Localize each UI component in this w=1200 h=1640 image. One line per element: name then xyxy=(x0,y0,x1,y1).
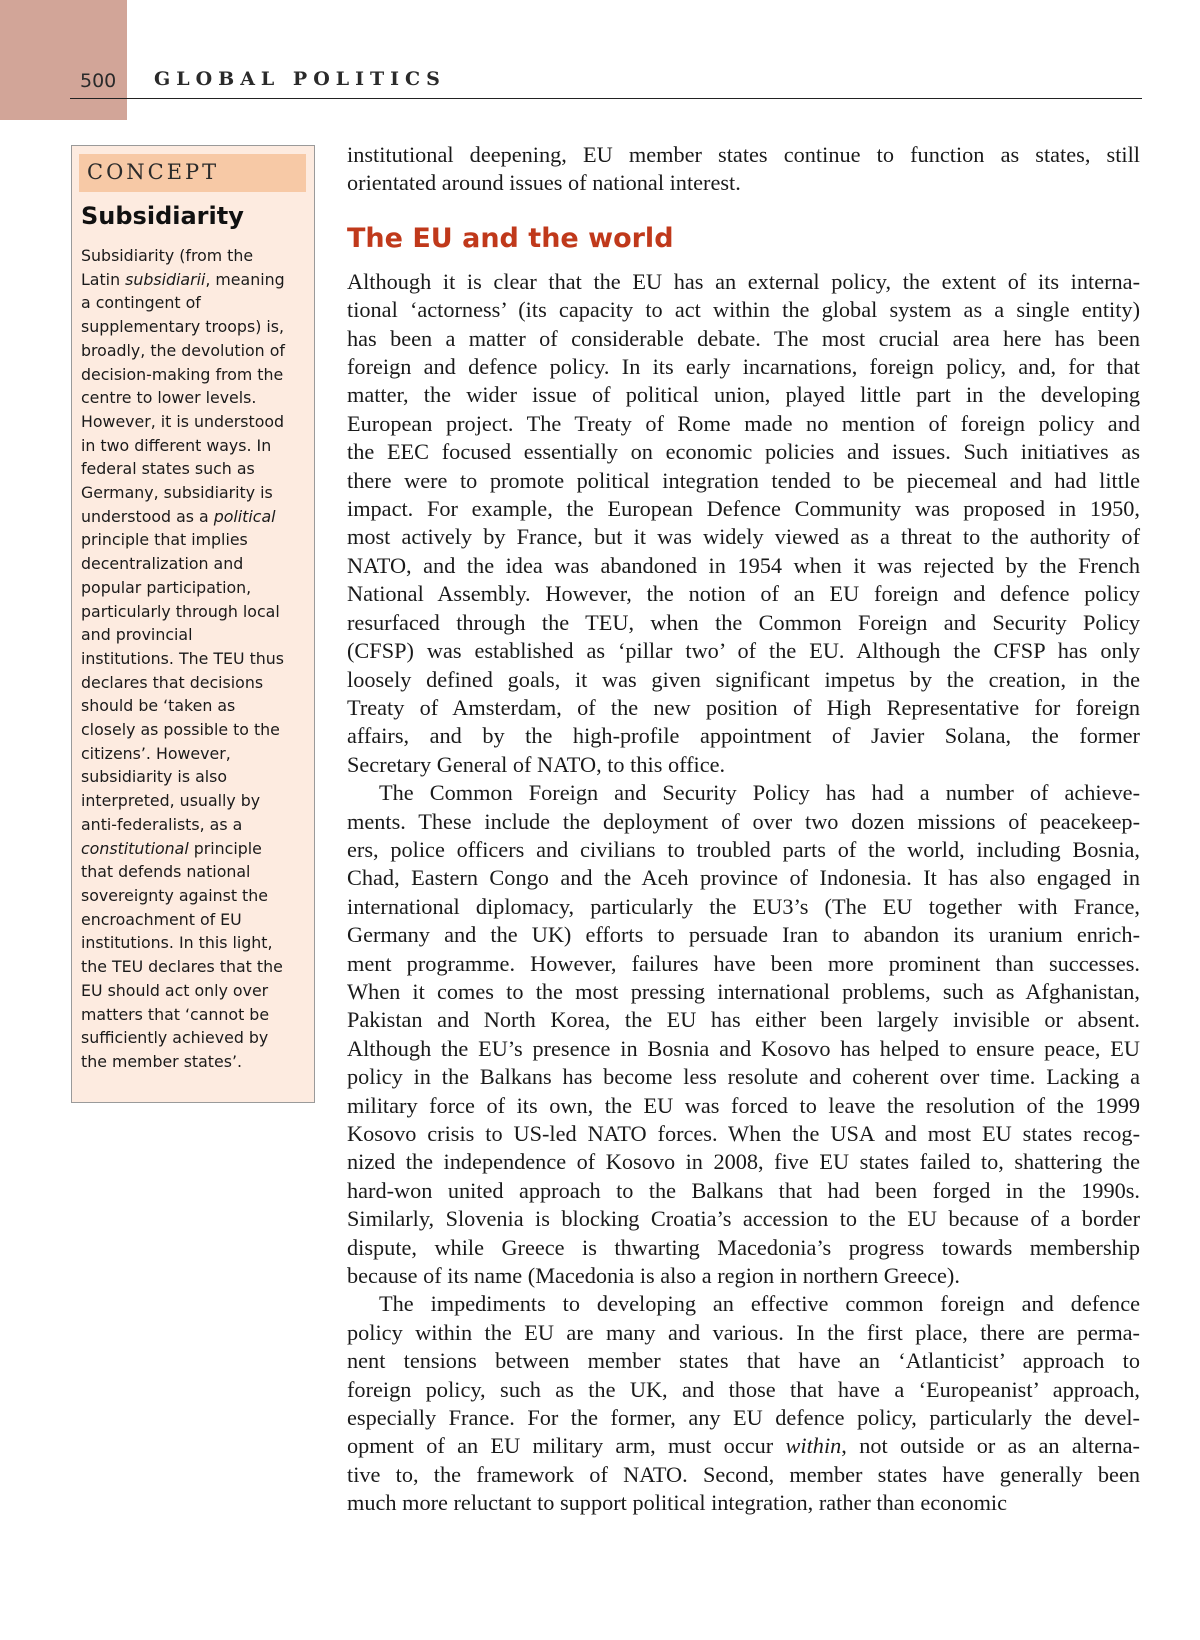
body-text-line: especially France. For the former, any EU defence policy, particularly the devel- xyxy=(347,1405,1140,1431)
concept-body-line: Germany, subsidiarity is xyxy=(81,483,273,503)
page-header xyxy=(70,62,1142,99)
body-text-line: there were to promote political integration tended to be piecemeal and had little xyxy=(347,467,1140,493)
concept-body-line: federal states such as xyxy=(81,459,255,479)
body-text-line: foreign policy, such as the UK, and those that have a ‘Europeanist’ approach, xyxy=(347,1376,1140,1402)
concept-body-line: anti-federalists, as a xyxy=(81,814,243,834)
paragraph xyxy=(347,268,1140,779)
body-text-line: affairs, and by the high-profile appointment of Javier Solana, the former xyxy=(347,723,1140,749)
concept-body-line: interpreted, usually by xyxy=(81,791,261,811)
body-text-line: European project. The Treaty of Rome made no mention of foreign policy and xyxy=(347,410,1140,436)
running-head: GLOBAL POLITICS xyxy=(154,68,446,90)
concept-body-line: However, it is understood xyxy=(81,411,285,431)
body-text-line: institutional deepening, EU member states continue to function as states, still xyxy=(347,142,1140,167)
body-text-line: the EEC focused essentially on economic policies and issues. Such initiatives as xyxy=(347,439,1140,465)
concept-body-line: and provincial xyxy=(81,625,193,645)
body-text-line: has been a matter of considerable debate. The most crucial area here has been xyxy=(347,325,1140,351)
concept-body-line: in two different ways. In xyxy=(81,435,272,455)
body-text-line: nized the independence of Kosovo in 2008, five EU states failed to, shattering the xyxy=(347,1149,1140,1175)
body-text-line: orientated around issues of national interest. xyxy=(347,170,741,196)
concept-body-line: understood as a political xyxy=(81,506,276,526)
concept-tag xyxy=(79,154,306,192)
body-text-line: When it comes to the most pressing international problems, such as Afghanistan, xyxy=(347,978,1140,1004)
concept-body-line: declares that decisions xyxy=(81,672,264,692)
body-paragraphs xyxy=(347,268,1140,1518)
body-text-line: much more reluctant to support political integration, rather than economic xyxy=(347,1490,1008,1516)
intro-paragraph xyxy=(347,141,1140,198)
concept-body-line: should be ‘taken as xyxy=(81,696,236,716)
concept-body-line: principle that implies xyxy=(81,530,248,550)
body-text-line: The impediments to developing an effective common foreign and defence xyxy=(379,1291,1140,1317)
body-text-line: Although the EU’s presence in Bosnia and Kosovo has helped to ensure peace, EU xyxy=(347,1035,1140,1061)
concept-body-line: sufficiently achieved by xyxy=(81,1028,269,1048)
body-text-line: opment of an EU military arm, must occur within, not outside or as an alterna- xyxy=(347,1433,1140,1459)
body-text-line: matter, the wider issue of political union, played little part in the developing xyxy=(347,382,1140,408)
body-text-line: nent tensions between member states that have an ‘Atlanticist’ approach to xyxy=(347,1348,1140,1374)
page-corner-tab xyxy=(0,0,127,120)
body-text-line: loosely defined goals, it was given significant impetus by the creation, in the xyxy=(347,666,1140,692)
concept-body-line: institutions. In this light, xyxy=(81,933,273,953)
body-text-line: impact. For example, the European Defence Community was proposed in 1950, xyxy=(347,496,1140,522)
concept-body-line: constitutional principle xyxy=(81,838,262,858)
concept-body-line: decision-making from the xyxy=(81,364,284,384)
concept-body-line: the member states’. xyxy=(81,1051,242,1071)
body-text-line: Secretary General of NATO, to this office. xyxy=(347,751,726,777)
body-text-line: tional ‘actorness’ (its capacity to act within the global system as a single entity) xyxy=(347,297,1140,323)
body-text-line: resurfaced through the TEU, when the Common Foreign and Security Policy xyxy=(347,609,1140,635)
italic-term: subsidiarii xyxy=(125,269,206,289)
concept-body-line: a contingent of xyxy=(81,293,201,313)
body-text-line: hard-won united approach to the Balkans that had been forged in the 1990s. xyxy=(347,1177,1140,1203)
concept-tag-label: CONCEPT xyxy=(87,160,220,184)
body-text-line: dispute, while Greece is thwarting Macedonia’s progress towards membership xyxy=(347,1234,1140,1260)
concept-body-line: Subsidiarity (from the xyxy=(81,246,254,265)
concept-body-line: subsidiarity is also xyxy=(81,767,228,787)
concept-body-line: closely as possible to the xyxy=(81,720,280,740)
italic-term: constitutional xyxy=(81,838,189,858)
italic-term: political xyxy=(213,506,276,526)
body-text-line: military force of its own, the EU was forced to leave the resolution of the 1999 xyxy=(347,1092,1140,1118)
body-text-line: Pakistan and North Korea, the EU has either been largely invisible or absent. xyxy=(347,1007,1140,1033)
body-text-line: Treaty of Amsterdam, of the new position of High Representative for foreign xyxy=(347,694,1140,720)
concept-body xyxy=(81,244,307,1074)
section-heading: The EU and the world xyxy=(347,222,674,254)
italic-term: within xyxy=(785,1433,842,1459)
concept-body-line: institutions. The TEU thus xyxy=(81,648,285,668)
body-text-line: policy within the EU are many and various. In the first place, there are perma- xyxy=(347,1319,1140,1345)
concept-body-line: citizens’. However, xyxy=(81,743,231,763)
body-text-line: foreign and defence policy. In its early incarnations, foreign policy, and, for that xyxy=(347,354,1140,380)
body-text-line: National Assembly. However, the notion of an EU foreign and defence policy xyxy=(347,581,1140,607)
body-text-line: The Common Foreign and Security Policy has had a number of achieve- xyxy=(379,780,1140,806)
concept-body-line: the TEU declares that the xyxy=(81,957,283,977)
body-text-line: Kosovo crisis to US-led NATO forces. When the USA and most EU states recog- xyxy=(347,1121,1140,1146)
body-text-line: ments. These include the deployment of over two dozen missions of peacekeep- xyxy=(347,808,1140,834)
concept-body-line: sovereignty against the xyxy=(81,885,268,905)
body-text-line: Although it is clear that the EU has an external policy, the extent of its interna- xyxy=(347,268,1140,294)
paragraph xyxy=(347,1290,1140,1517)
concept-body-line: supplementary troops) is, xyxy=(81,317,285,337)
body-text-line: Similarly, Slovenia is blocking Croatia’s accession to the EU because of a border xyxy=(347,1206,1140,1232)
concept-body-line: Latin subsidiarii, meaning xyxy=(81,269,285,289)
concept-body-line: that defends national xyxy=(81,862,251,882)
body-text-line: ment programme. However, failures have been more prominent than successes. xyxy=(347,950,1140,976)
concept-title: Subsidiarity xyxy=(81,202,244,230)
body-text-line: ers, police officers and civilians to troubled parts of the world, including Bosnia, xyxy=(347,836,1140,862)
body-text-line: most actively by France, but it was widely viewed as a threat to the authority of xyxy=(347,524,1140,550)
concept-body-line: encroachment of EU xyxy=(81,909,242,929)
concept-body-line: matters that ‘cannot be xyxy=(81,1004,270,1024)
concept-sidebar xyxy=(71,145,315,1103)
body-text-line: international diplomacy, particularly the EU3’s (The EU together with France, xyxy=(347,893,1140,919)
body-text-line: Germany and the UK) efforts to persuade Iran to abandon its uranium enrich- xyxy=(347,922,1140,948)
body-text-line: Chad, Eastern Congo and the Aceh province of Indonesia. It has also engaged in xyxy=(347,865,1140,891)
body-text-line: tive to, the framework of NATO. Second, member states have generally been xyxy=(347,1461,1140,1487)
body-text-line: (CFSP) was established as ‘pillar two’ of the EU. Although the CFSP has only xyxy=(347,638,1140,664)
body-text-line: policy in the Balkans has become less resolute and coherent over time. Lacking a xyxy=(347,1064,1140,1090)
paragraph xyxy=(347,779,1140,1290)
body-text-line: because of its name (Macedonia is also a region in northern Greece). xyxy=(347,1263,960,1289)
concept-body-line: decentralization and xyxy=(81,554,244,574)
body-text-line: NATO, and the idea was abandoned in 1954 when it was rejected by the French xyxy=(347,552,1140,578)
concept-body-line: centre to lower levels. xyxy=(81,388,257,408)
concept-body-line: broadly, the devolution of xyxy=(81,340,285,360)
concept-body-line: particularly through local xyxy=(81,601,280,621)
page-number: 500 xyxy=(80,70,117,92)
concept-body-line: popular participation, xyxy=(81,577,252,597)
concept-body-line: EU should act only over xyxy=(81,980,269,1000)
main-column xyxy=(347,141,1140,1518)
